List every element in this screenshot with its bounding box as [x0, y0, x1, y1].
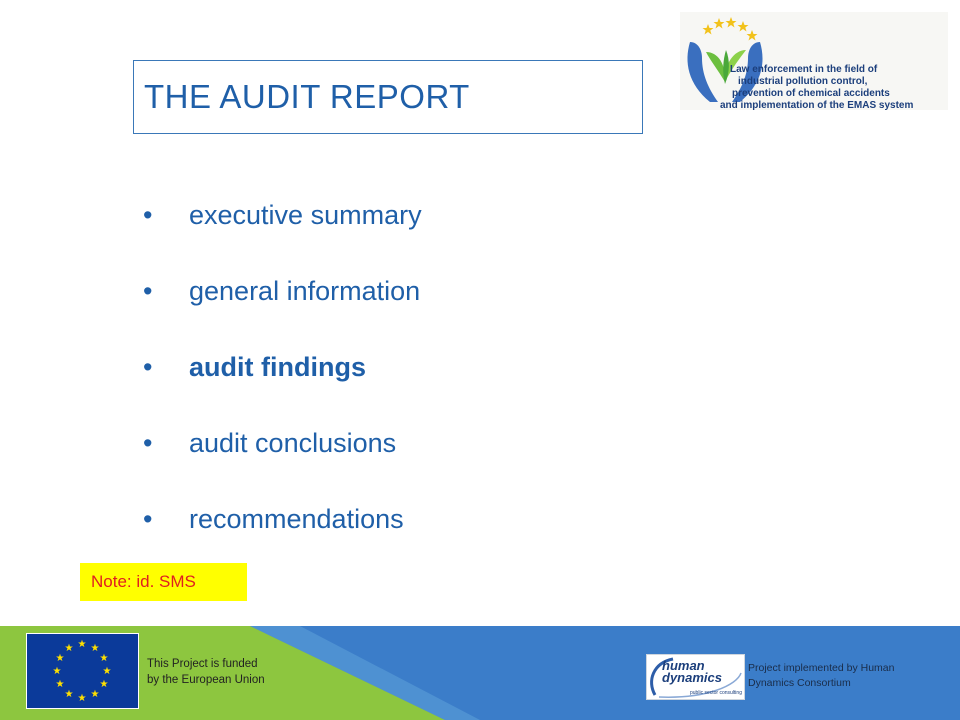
- bullet-icon: •: [143, 200, 153, 230]
- list-item-text: audit findings: [189, 352, 366, 382]
- funding-statement: [147, 656, 317, 688]
- eu-flag-icon: [26, 633, 139, 709]
- funding-line: by the European Union: [147, 674, 265, 686]
- svg-text:★: ★: [55, 679, 65, 690]
- logo-line: industrial pollution control,: [738, 76, 868, 87]
- implementation-line: Dynamics Consortium: [748, 677, 851, 689]
- list-item-text: general information: [189, 276, 421, 306]
- svg-text:★: ★: [77, 639, 87, 650]
- implementation-line: Project implemented by Human: [748, 662, 895, 674]
- logo-line: and implementation of the EMAS system: [720, 100, 914, 111]
- bullet-icon: •: [143, 352, 153, 382]
- list-item-text: executive summary: [189, 200, 422, 230]
- svg-text:★: ★: [102, 666, 112, 677]
- svg-text:★: ★: [64, 643, 74, 654]
- note-box: Note: id. SMS: [80, 563, 247, 601]
- bullet-icon: •: [143, 276, 153, 306]
- svg-text:★: ★: [90, 689, 100, 700]
- slide-title: THE AUDIT REPORT: [144, 78, 470, 115]
- wordmark-line: human: [662, 658, 705, 673]
- svg-text:★: ★: [90, 643, 100, 654]
- svg-text:★: ★: [99, 679, 109, 690]
- human-dynamics-wordmark: [662, 660, 722, 684]
- list-item-text: audit conclusions: [189, 428, 397, 458]
- wordmark-line: dynamics: [662, 670, 722, 685]
- implementation-statement: [748, 661, 938, 691]
- svg-text:★: ★: [77, 693, 87, 704]
- logo-line: Law enforcement in the field of: [730, 64, 878, 75]
- bullet-icon: •: [143, 428, 153, 458]
- svg-text:★: ★: [55, 653, 65, 664]
- svg-text:★: ★: [99, 653, 109, 664]
- svg-text:★: ★: [64, 689, 74, 700]
- logo-caption: [720, 64, 950, 112]
- svg-text:★: ★: [52, 666, 62, 677]
- list-item-text: recommendations: [189, 504, 404, 534]
- funding-line: This Project is funded: [147, 658, 258, 670]
- bullet-icon: •: [143, 504, 153, 534]
- human-dynamics-tagline: public sector consulting: [690, 690, 742, 696]
- logo-line: prevention of chemical accidents: [732, 88, 890, 99]
